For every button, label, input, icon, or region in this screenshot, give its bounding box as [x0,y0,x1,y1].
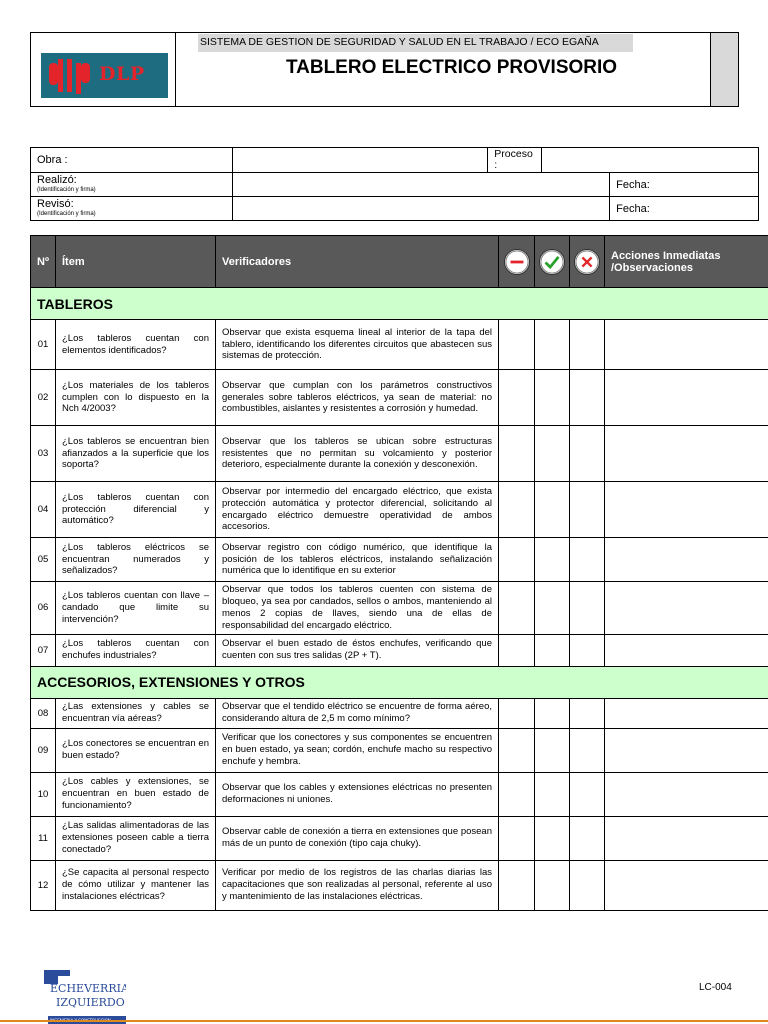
row-no-cumple-cell[interactable] [570,728,605,772]
row-no-aplica-cell[interactable] [499,860,535,910]
row-item: ¿Los tableros cuentan con enchufes industriales? [56,634,216,666]
row-cumple-cell[interactable] [535,860,570,910]
obra-row [31,148,759,173]
row-no-cumple-cell[interactable] [570,634,605,666]
reviso-field[interactable] [232,197,609,221]
check-circle-icon [539,249,565,275]
row-no-aplica-cell[interactable] [499,582,535,635]
row-acciones-cell[interactable] [605,320,768,370]
row-no-aplica-cell[interactable] [499,816,535,860]
brand-name: DLP [99,63,145,85]
row-no-aplica-cell[interactable] [499,482,535,538]
row-no-cumple-cell[interactable] [570,370,605,426]
row-cumple-cell[interactable] [535,698,570,728]
cross-circle-icon [574,249,600,275]
row-cumple-cell[interactable] [535,634,570,666]
row-cumple-cell[interactable] [535,538,570,582]
header-no-aplica [499,236,535,288]
row-item: ¿Los tableros cuentan con protección diferencial y automático? [56,482,216,538]
row-verificador: Verificar que los conectores y sus componentes se encuentren en buen estado, ya sean; cordón, enchufe macho su respectivo enchufe y hembra. [216,728,499,772]
row-no-aplica-cell[interactable] [499,728,535,772]
row-no-cumple-cell[interactable] [570,426,605,482]
row-no-cumple-cell[interactable] [570,320,605,370]
row-item: ¿Los conectores se encuentran en buen estado? [56,728,216,772]
row-verificador: Observar que los tableros se ubican sobre estructuras resistentes que no permitan su volcamiento y posterior deterioro, especialmente durante la conexión y desconexión. [216,426,499,482]
row-item: ¿Los tableros se encuentran bien afianzados a la superficie que los soporta? [56,426,216,482]
info-table [30,147,759,221]
row-number: 05 [31,538,56,582]
section-row [31,666,768,698]
row-cumple-cell[interactable] [535,320,570,370]
checklist-row [31,320,768,370]
row-number: 08 [31,698,56,728]
dlp-logo [41,53,168,98]
row-acciones-cell[interactable] [605,634,768,666]
row-verificador: Observar que el tendido eléctrico se encuentre de forma aéreo, considerando altura de 2,5 m como mínimo? [216,698,499,728]
row-no-aplica-cell[interactable] [499,426,535,482]
checklist-row [31,772,768,816]
system-name: SISTEMA DE GESTION DE SEGURIDAD Y SALUD EN EL TRABAJO / ECO EGAÑA [198,34,633,52]
reviso-row [31,197,759,221]
row-acciones-cell[interactable] [605,426,768,482]
header-acciones: Acciones Inmediatas /Observaciones [605,236,768,288]
row-no-aplica-cell[interactable] [499,320,535,370]
row-item: ¿Los tableros cuentan con elementos identificados? [56,320,216,370]
realizo-hint: (Identificación y firma) [37,187,96,194]
row-number: 09 [31,728,56,772]
checklist-row [31,860,768,910]
row-no-aplica-cell[interactable] [499,772,535,816]
row-number: 01 [31,320,56,370]
row-number: 10 [31,772,56,816]
dlp-mark-icon [47,57,99,94]
row-cumple-cell[interactable] [535,370,570,426]
header-side-cell [710,33,738,106]
row-no-aplica-cell[interactable] [499,634,535,666]
row-cumple-cell[interactable] [535,816,570,860]
checklist-row [31,482,768,538]
row-acciones-cell[interactable] [605,772,768,816]
form-code: LC-004 [699,982,732,993]
row-number: 02 [31,370,56,426]
row-cumple-cell[interactable] [535,772,570,816]
row-verificador: Observar que todos los tableros cuenten con sistema de bloqueo, ya sea por candados, sellos o ambos, manteniendo al menos 2 copias de llaves, siendo una de ellas de responsabilidad del encargado eléctrico. [216,582,499,635]
row-cumple-cell[interactable] [535,426,570,482]
realizo-label: Realizó: [37,174,77,187]
document-title: TABLERO ELECTRICO PROVISORIO [285,57,618,78]
header-verificadores: Verificadores [216,236,499,288]
reviso-label: Revisó: [37,198,74,211]
row-acciones-cell[interactable] [605,482,768,538]
header-cumple [535,236,570,288]
row-item: ¿Los cables y extensiones, se encuentran en buen estado de funcionamiento? [56,772,216,816]
row-number: 07 [31,634,56,666]
row-verificador: Observar que los cables y extensiones eléctricas no presenten deformaciones ni uniones. [216,772,499,816]
section-row [31,288,768,320]
row-number: 12 [31,860,56,910]
realizo-fecha[interactable]: Fecha: [610,173,759,197]
row-no-aplica-cell[interactable] [499,538,535,582]
row-no-cumple-cell[interactable] [570,816,605,860]
footer-logo-line1: ECHEVERRIA [50,982,126,995]
proceso-label: Proceso : [488,148,542,173]
realizo-field[interactable] [232,173,609,197]
row-number: 06 [31,582,56,635]
row-number: 11 [31,816,56,860]
row-no-aplica-cell[interactable] [499,698,535,728]
row-verificador: Observar que exista esquema lineal al interior de la tapa del tablero, identificando los diferentes circuitos que abastecen sus sistemas de protección. [216,320,499,370]
row-acciones-cell[interactable] [605,860,768,910]
document-header [30,32,739,107]
row-verificador: Observar por intermedio del encargado eléctrico, que exista protección automática y protector diferencial, solicitando al encargado eléctrico demuestre operatividad de ambos accesorios. [216,482,499,538]
checklist-row [31,582,768,635]
row-item: ¿Los tableros eléctricos se encuentran numerados y señalizados? [56,538,216,582]
row-verificador: Observar cable de conexión a tierra en extensiones que posean más de un punto de conexión (tipo caja chuky). [216,816,499,860]
row-no-cumple-cell[interactable] [570,860,605,910]
row-acciones-cell[interactable] [605,816,768,860]
row-item: ¿Los materiales de los tableros cumplen con lo dispuesto en la Nch 4/2003? [56,370,216,426]
row-cumple-cell[interactable] [535,482,570,538]
row-verificador: Observar el buen estado de éstos enchufes, verificando que cuenten con sus tres salidas (2P + T). [216,634,499,666]
echeverria-izquierdo-logo [44,966,126,1024]
reviso-fecha[interactable]: Fecha: [610,197,759,221]
row-acciones-cell[interactable] [605,582,768,635]
checklist-row [31,538,768,582]
row-no-cumple-cell[interactable] [570,582,605,635]
row-verificador: Observar registro con código numérico, que identifique la posición de los tableros eléctricos, instalando señalización numérica que lo identifique en su exterior [216,538,499,582]
row-acciones-cell[interactable] [605,698,768,728]
reviso-hint: (Identificación y firma) [37,211,96,218]
checklist-row [31,816,768,860]
reviso-label-cell [31,197,233,221]
section-title: TABLEROS [31,288,768,320]
footer-logo-line2: IZQUIERDO [56,996,125,1009]
realizo-label-cell [31,173,233,197]
row-cumple-cell[interactable] [535,728,570,772]
row-item: ¿Las extensiones y cables se encuentran vía aéreas? [56,698,216,728]
checklist-row [31,698,768,728]
obra-label: Obra : [31,148,233,173]
checklist-row [31,634,768,666]
obra-field[interactable] [232,148,488,173]
row-acciones-cell[interactable] [605,538,768,582]
row-item: ¿Los tableros cuentan con llave – candado que limite su intervención? [56,582,216,635]
minus-circle-icon [504,249,530,275]
checklist-table [30,235,768,911]
checklist-header-row [31,236,768,288]
section-title: ACCESORIOS, EXTENSIONES Y OTROS [31,666,768,698]
header-item: Ítem [56,236,216,288]
row-number: 03 [31,426,56,482]
row-item: ¿Las salidas alimentadoras de las extensiones poseen cable a tierra conectado? [56,816,216,860]
dlp-logo-cell [31,33,176,106]
row-acciones-cell[interactable] [605,370,768,426]
checklist-row [31,370,768,426]
row-no-cumple-cell[interactable] [570,482,605,538]
header-no-cumple [570,236,605,288]
realizo-row [31,173,759,197]
row-verificador: Observar que cumplan con los parámetros constructivos generales sobre tableros eléctricos, ya sean de material: no combustibles, aislantes y resistentes a corrosión y humedad. [216,370,499,426]
row-no-aplica-cell[interactable] [499,370,535,426]
row-cumple-cell[interactable] [535,582,570,635]
proceso-field[interactable] [542,148,759,173]
row-no-cumple-cell[interactable] [570,538,605,582]
row-number: 04 [31,482,56,538]
footer-divider [0,1020,768,1022]
header-no: Nº [31,236,56,288]
row-acciones-cell[interactable] [605,728,768,772]
checklist-row [31,426,768,482]
row-item: ¿Se capacita al personal respecto de cómo utilizar y mantener las instalaciones eléctricas? [56,860,216,910]
row-verificador: Verificar por medio de los registros de las charlas diarias las capacitaciones que son realizadas al personal, referente al uso y mantenimiento de las instalaciones eléctricas. [216,860,499,910]
row-no-cumple-cell[interactable] [570,772,605,816]
checklist-row [31,728,768,772]
row-no-cumple-cell[interactable] [570,698,605,728]
